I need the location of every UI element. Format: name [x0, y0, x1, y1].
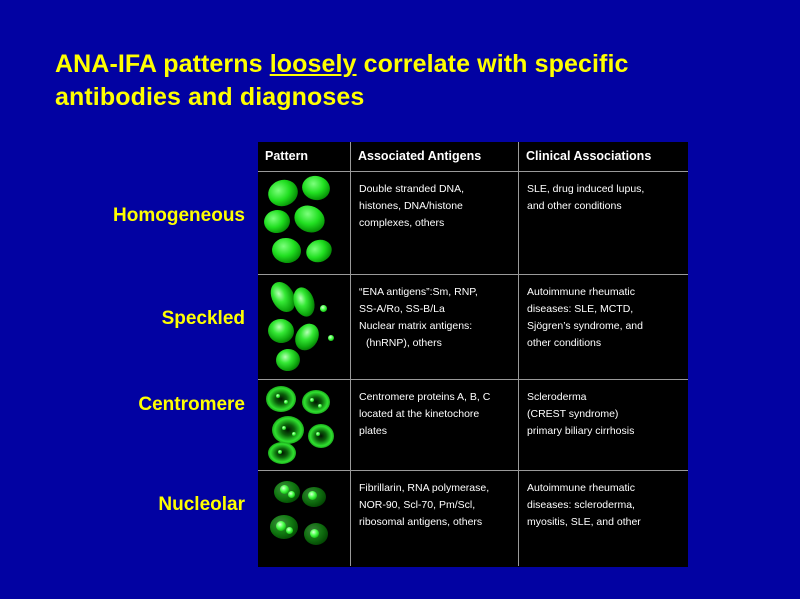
nucleolar-ifa-micrograph: [258, 471, 350, 566]
antigens-line: histones, DNA/histone: [359, 200, 463, 212]
clinical-line: diseases: SLE, MCTD,: [527, 303, 634, 315]
clinical-line: primary biliary cirrhosis: [527, 425, 635, 437]
table-row: [258, 275, 688, 380]
antigens-cell: [350, 172, 518, 274]
antigens-line: Double stranded DNA,: [359, 183, 465, 195]
antigens-line: “ENA antigens”:Sm, RNP,: [359, 286, 478, 298]
row-label-homogeneous: Homogeneous: [113, 205, 245, 226]
title-text-part1: ANA-IFA patterns: [55, 50, 270, 78]
page-title: [55, 48, 745, 113]
antigens-line: Nuclear matrix antigens:: [359, 320, 473, 332]
antigens-line: ribosomal antigens, others: [359, 516, 483, 528]
antigens-line: located at the kinetochore: [359, 408, 480, 420]
clinical-cell: [518, 380, 688, 470]
column-header-pattern: Pattern: [265, 149, 309, 163]
row-label-speckled: Speckled: [161, 308, 245, 329]
clinical-cell: [518, 172, 688, 274]
clinical-line: Scleroderma: [527, 391, 587, 403]
clinical-line: Autoimmune rheumatic: [527, 482, 635, 494]
table-row: [258, 471, 688, 566]
table-row: [258, 172, 688, 275]
antigens-line: plates: [359, 425, 388, 437]
clinical-line: myositis, SLE, and other: [527, 516, 641, 528]
column-header-associated-antigens: Associated Antigens: [350, 142, 518, 171]
centromere-ifa-micrograph: [258, 380, 350, 470]
row-label-nucleolar: Nucleolar: [158, 494, 245, 515]
antigens-cell: [350, 471, 518, 566]
antigens-line: Fibrillarin, RNA polymerase,: [359, 482, 490, 494]
clinical-cell: [518, 471, 688, 566]
antigens-cell: [350, 380, 518, 470]
clinical-line: diseases: scleroderma,: [527, 499, 635, 511]
row-label-centromere: Centromere: [138, 394, 245, 415]
speckled-ifa-micrograph: [258, 275, 350, 379]
antigens-line: Centromere proteins A, B, C: [359, 391, 491, 403]
antigens-line: NOR-90, Scl-70, Pm/Scl,: [359, 499, 476, 511]
clinical-line: (CREST syndrome): [527, 408, 619, 420]
table-header-row: [258, 142, 688, 172]
antigens-line: SS-A/Ro, SS-B/La: [359, 303, 445, 315]
column-header-clinical-associations: Clinical Associations: [518, 142, 688, 171]
clinical-line: and other conditions: [527, 200, 622, 212]
clinical-line: other conditions: [527, 337, 602, 349]
clinical-line: Sjögren’s syndrome, and: [527, 320, 643, 332]
antigens-cell: [350, 275, 518, 379]
table-row: [258, 380, 688, 471]
title-text-part2: correlate with specific: [356, 50, 629, 78]
clinical-line: Autoimmune rheumatic: [527, 286, 635, 298]
clinical-line: SLE, drug induced lupus,: [527, 183, 645, 195]
antigens-line: complexes, others: [359, 217, 445, 229]
title-text-emphasis: loosely: [269, 50, 357, 78]
clinical-cell: [518, 275, 688, 379]
antigens-line: (hnRNP), others: [366, 337, 442, 349]
homogeneous-ifa-micrograph: [258, 172, 350, 274]
ana-ifa-table: [258, 142, 688, 567]
title-text-line2: antibodies and diagnoses: [55, 82, 365, 111]
